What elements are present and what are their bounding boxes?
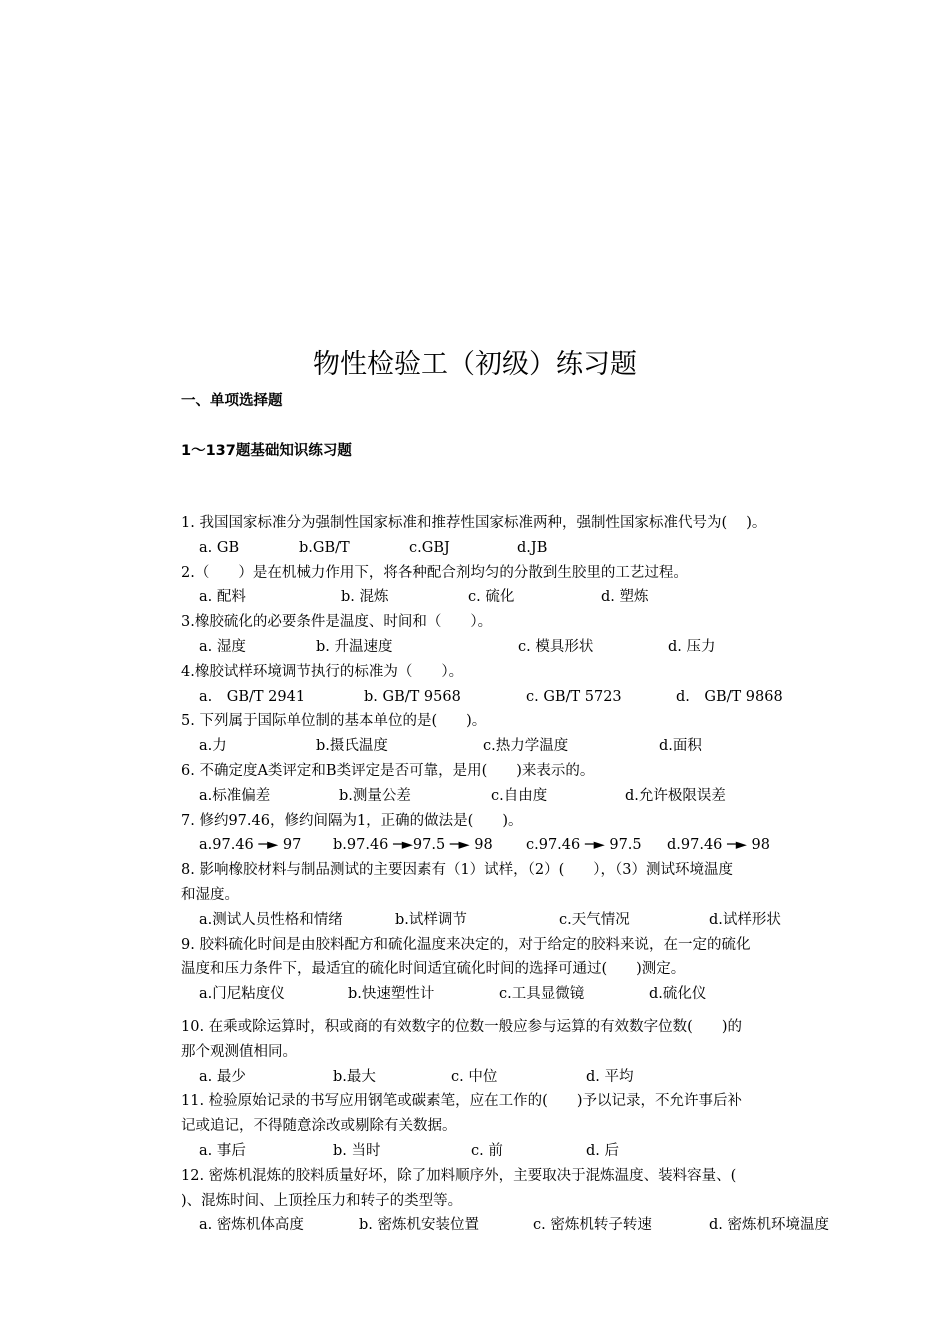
answer-option: d.允许极限误差 bbox=[625, 787, 726, 804]
answer-option: b.试样调节 bbox=[395, 911, 467, 928]
question-stem: 5. 下列属于国际单位制的基本单位的是( )。 bbox=[181, 713, 487, 730]
answer-option: d. 平均 bbox=[586, 1068, 634, 1085]
answer-option: b.测量公差 bbox=[339, 787, 411, 804]
answer-option: c. 硫化 bbox=[468, 589, 515, 606]
option-row bbox=[181, 685, 871, 710]
option-row bbox=[181, 585, 871, 610]
answer-option: d.97.46 ─► 98 bbox=[667, 837, 770, 854]
question-stem: 12. 密炼机混炼的胶料质量好坏，除了加料顺序外，主要取决于混炼温度、装料容量、( )、混炼时间、上顶拴压力和转子的类型等。 bbox=[181, 1167, 737, 1209]
answer-option: a. GB/T 2941 bbox=[199, 688, 306, 705]
answer-option: d. GB/T 9868 bbox=[676, 688, 783, 705]
option-row bbox=[181, 833, 871, 858]
answer-option: a.标准偏差 bbox=[199, 787, 271, 804]
answer-option: c.97.46 ─► 97.5 bbox=[526, 837, 642, 854]
option-row bbox=[181, 1213, 871, 1238]
answer-option: b.97.46 ─►97.5 ─► 98 bbox=[333, 837, 493, 854]
answer-option: a. 湿度 bbox=[199, 638, 246, 655]
answer-option: a.97.46 ─► 97 bbox=[199, 837, 302, 854]
answer-option: b.GB/T bbox=[299, 539, 350, 556]
answer-option: d.JB bbox=[517, 539, 548, 556]
section-heading: 一、单项选择题 bbox=[181, 393, 283, 409]
question-list bbox=[181, 511, 871, 1238]
question-stem: 10. 在乘或除运算时，积或商的有效数字的位数一般应参与运算的有效数字位数( )的 那个观测值相同。 bbox=[181, 1018, 742, 1060]
answer-option: b. 当时 bbox=[333, 1142, 381, 1159]
answer-option: a.测试人员性格和情绪 bbox=[199, 911, 343, 928]
question-stem: 8. 影响橡胶材料与制品测试的主要因素有（1）试样，（2）( ），（3）测试环境温度 和湿度。 bbox=[181, 862, 734, 903]
question-stem: 4.橡胶试样环境调节执行的标准为（ ）。 bbox=[181, 663, 464, 680]
answer-option: b. 密炼机安装位置 bbox=[359, 1217, 479, 1234]
option-row bbox=[181, 635, 871, 660]
subsection-heading: 1～137题基础知识练习题 bbox=[181, 443, 352, 459]
option-row bbox=[181, 536, 871, 561]
question-stem: 2.（ ）是在机械力作用下，将各种配合剂均匀的分散到生胶里的工艺过程。 bbox=[181, 564, 688, 581]
option-row bbox=[181, 982, 871, 1007]
answer-option: a.门尼粘度仪 bbox=[199, 986, 285, 1003]
answer-option: b.快速塑性计 bbox=[348, 986, 435, 1003]
answer-option: d. 后 bbox=[586, 1142, 620, 1159]
question-stem: 7. 修约97.46，修约间隔为1，正确的做法是( )。 bbox=[181, 812, 523, 829]
page-title: 物性检验工（初级）练习题 bbox=[313, 349, 637, 380]
answer-option: b.最大 bbox=[333, 1068, 376, 1085]
answer-option: a. 密炼机体高度 bbox=[199, 1217, 304, 1234]
answer-option: d.试样形状 bbox=[709, 911, 781, 928]
answer-option: d. 密炼机环境温度 bbox=[709, 1217, 829, 1234]
answer-option: c. GB/T 5723 bbox=[526, 688, 622, 705]
answer-option: b.摄氏温度 bbox=[316, 738, 388, 755]
answer-option: a.力 bbox=[199, 738, 227, 755]
answer-option: a. 事后 bbox=[199, 1142, 246, 1159]
answer-option: c.工具显微镜 bbox=[499, 986, 585, 1003]
answer-option: b. GB/T 9568 bbox=[364, 688, 461, 705]
answer-option: c. 模具形状 bbox=[518, 638, 594, 655]
answer-option: c. 前 bbox=[471, 1142, 503, 1159]
answer-option: a. GB bbox=[199, 539, 240, 556]
option-row bbox=[181, 784, 871, 809]
answer-option: c. 中位 bbox=[451, 1068, 498, 1085]
answer-option: a. 配料 bbox=[199, 589, 246, 606]
answer-option: d. 压力 bbox=[668, 638, 716, 655]
option-row bbox=[181, 908, 871, 933]
answer-option: c.热力学温度 bbox=[483, 738, 569, 755]
answer-option: d. 塑炼 bbox=[601, 589, 649, 606]
question-stem: 11. 检验原始记录的书写应用钢笔或碳素笔，应在工作的( )予以记录，不允许事后补 记或追记，不得随意涂改或剔除有关数据。 bbox=[181, 1093, 742, 1135]
answer-option: c.自由度 bbox=[491, 787, 548, 804]
option-row bbox=[181, 734, 871, 759]
answer-option: b. 升温速度 bbox=[316, 638, 393, 655]
question-stem: 6. 不确定度A类评定和B类评定是否可靠，是用( )来表示的。 bbox=[181, 762, 595, 779]
answer-option: c.天气情况 bbox=[559, 911, 630, 928]
answer-option: b. 混炼 bbox=[341, 589, 389, 606]
question-stem: 1. 我国国家标准分为强制性国家标准和推荐性国家标准两种，强制性国家标准代号为( )。 bbox=[181, 515, 767, 531]
answer-option: d.面积 bbox=[659, 738, 702, 755]
answer-option: d.硫化仪 bbox=[649, 986, 707, 1003]
answer-option: a. 最少 bbox=[199, 1068, 246, 1085]
option-row bbox=[181, 1139, 871, 1164]
answer-option: c. 密炼机转子转速 bbox=[533, 1217, 652, 1234]
question-stem: 9. 胶料硫化时间是由胶料配方和硫化温度来决定的，对于给定的胶料来说，在一定的硫化 温度和压力条件下，最适宜的硫化时间适宜硫化时间的选择可通过( )测定。 bbox=[181, 936, 751, 978]
option-row bbox=[181, 1065, 871, 1090]
answer-option: c.GBJ bbox=[409, 539, 450, 556]
question-stem: 3.橡胶硫化的必要条件是温度、时间和（ ）。 bbox=[181, 614, 493, 631]
